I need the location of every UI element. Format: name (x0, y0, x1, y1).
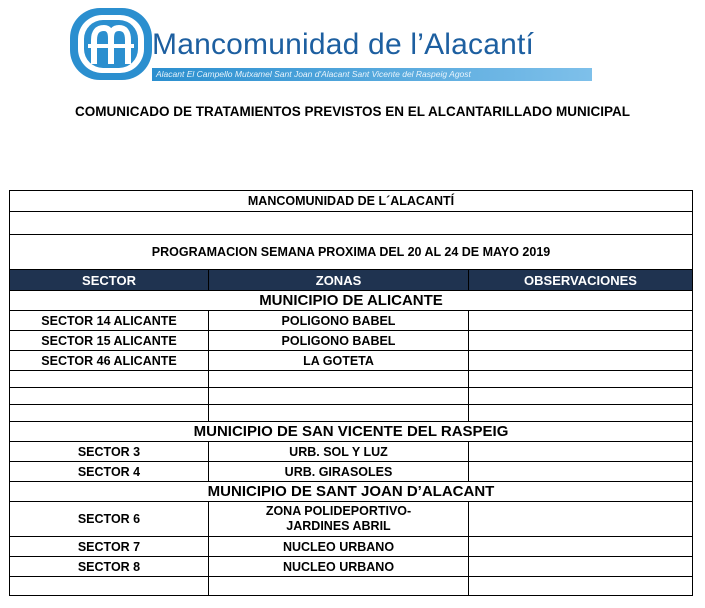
table-row (10, 442, 693, 462)
table-row (10, 331, 693, 351)
zona-cell: URB. GIRASOLES (209, 462, 469, 482)
observaciones-cell (469, 331, 693, 351)
table-row (10, 311, 693, 331)
document-title: COMUNICADO DE TRATAMIENTOS PREVISTOS EN EL ALCANTARILLADO MUNICIPAL (74, 104, 630, 119)
zona-cell: URB. SOL Y LUZ (209, 442, 469, 462)
table-row (10, 502, 693, 537)
table-row (10, 462, 693, 482)
sector-cell: SECTOR 14 ALICANTE (10, 311, 209, 331)
sector-cell: SECTOR 4 (10, 462, 209, 482)
municipality-heading: MUNICIPIO DE ALICANTE (10, 291, 693, 311)
column-header-zonas: ZONAS (209, 270, 469, 291)
table-row (10, 557, 693, 577)
observaciones-cell (469, 537, 693, 557)
observaciones-cell (469, 557, 693, 577)
table-title: MANCOMUNIDAD DE L´ALACANTÍ (10, 191, 693, 212)
sector-cell: SECTOR 3 (10, 442, 209, 462)
sector-cell: SECTOR 7 (10, 537, 209, 557)
zona-cell: POLIGONO BABEL (209, 311, 469, 331)
zona-cell: LA GOTETA (209, 351, 469, 371)
blank-row (10, 212, 693, 235)
sector-cell: SECTOR 15 ALICANTE (10, 331, 209, 351)
week-heading: PROGRAMACION SEMANA PROXIMA DEL 20 AL 24 DE MAYO 2019 (10, 235, 693, 270)
sector-cell: SECTOR 6 (10, 502, 209, 537)
table-row (10, 537, 693, 557)
municipality-heading: MUNICIPIO DE SAN VICENTE DEL RASPEIG (10, 422, 693, 442)
column-header-sector: SECTOR (10, 270, 209, 291)
sector-cell: SECTOR 46 ALICANTE (10, 351, 209, 371)
observaciones-cell (469, 502, 693, 537)
sector-cell: SECTOR 8 (10, 557, 209, 577)
empty-row (10, 405, 693, 422)
empty-row (10, 371, 693, 388)
observaciones-cell (469, 351, 693, 371)
zona-cell: NUCLEO URBANO (209, 557, 469, 577)
zona-cell: ZONA POLIDEPORTIVO- JARDINES ABRIL (209, 502, 469, 537)
observaciones-cell (469, 311, 693, 331)
empty-row (10, 577, 693, 596)
mancomunidad-logo-icon (68, 6, 154, 82)
empty-row (10, 388, 693, 405)
treatment-schedule-table (9, 190, 693, 596)
municipality-heading: MUNICIPIO DE SANT JOAN D’ALACANT (10, 482, 693, 502)
zona-cell: NUCLEO URBANO (209, 537, 469, 557)
observaciones-cell (469, 462, 693, 482)
table-row (10, 351, 693, 371)
organization-name: Mancomunidad de l’Alacantí (152, 28, 535, 61)
column-header-observaciones: OBSERVACIONES (469, 270, 693, 291)
organization-logo (68, 6, 598, 82)
observaciones-cell (469, 442, 693, 462)
zona-cell: POLIGONO BABEL (209, 331, 469, 351)
member-towns: Alacant El Campello Mutxamel Sant Joan d'Alacant Sant Vicente del Raspeig Agost (156, 69, 471, 79)
